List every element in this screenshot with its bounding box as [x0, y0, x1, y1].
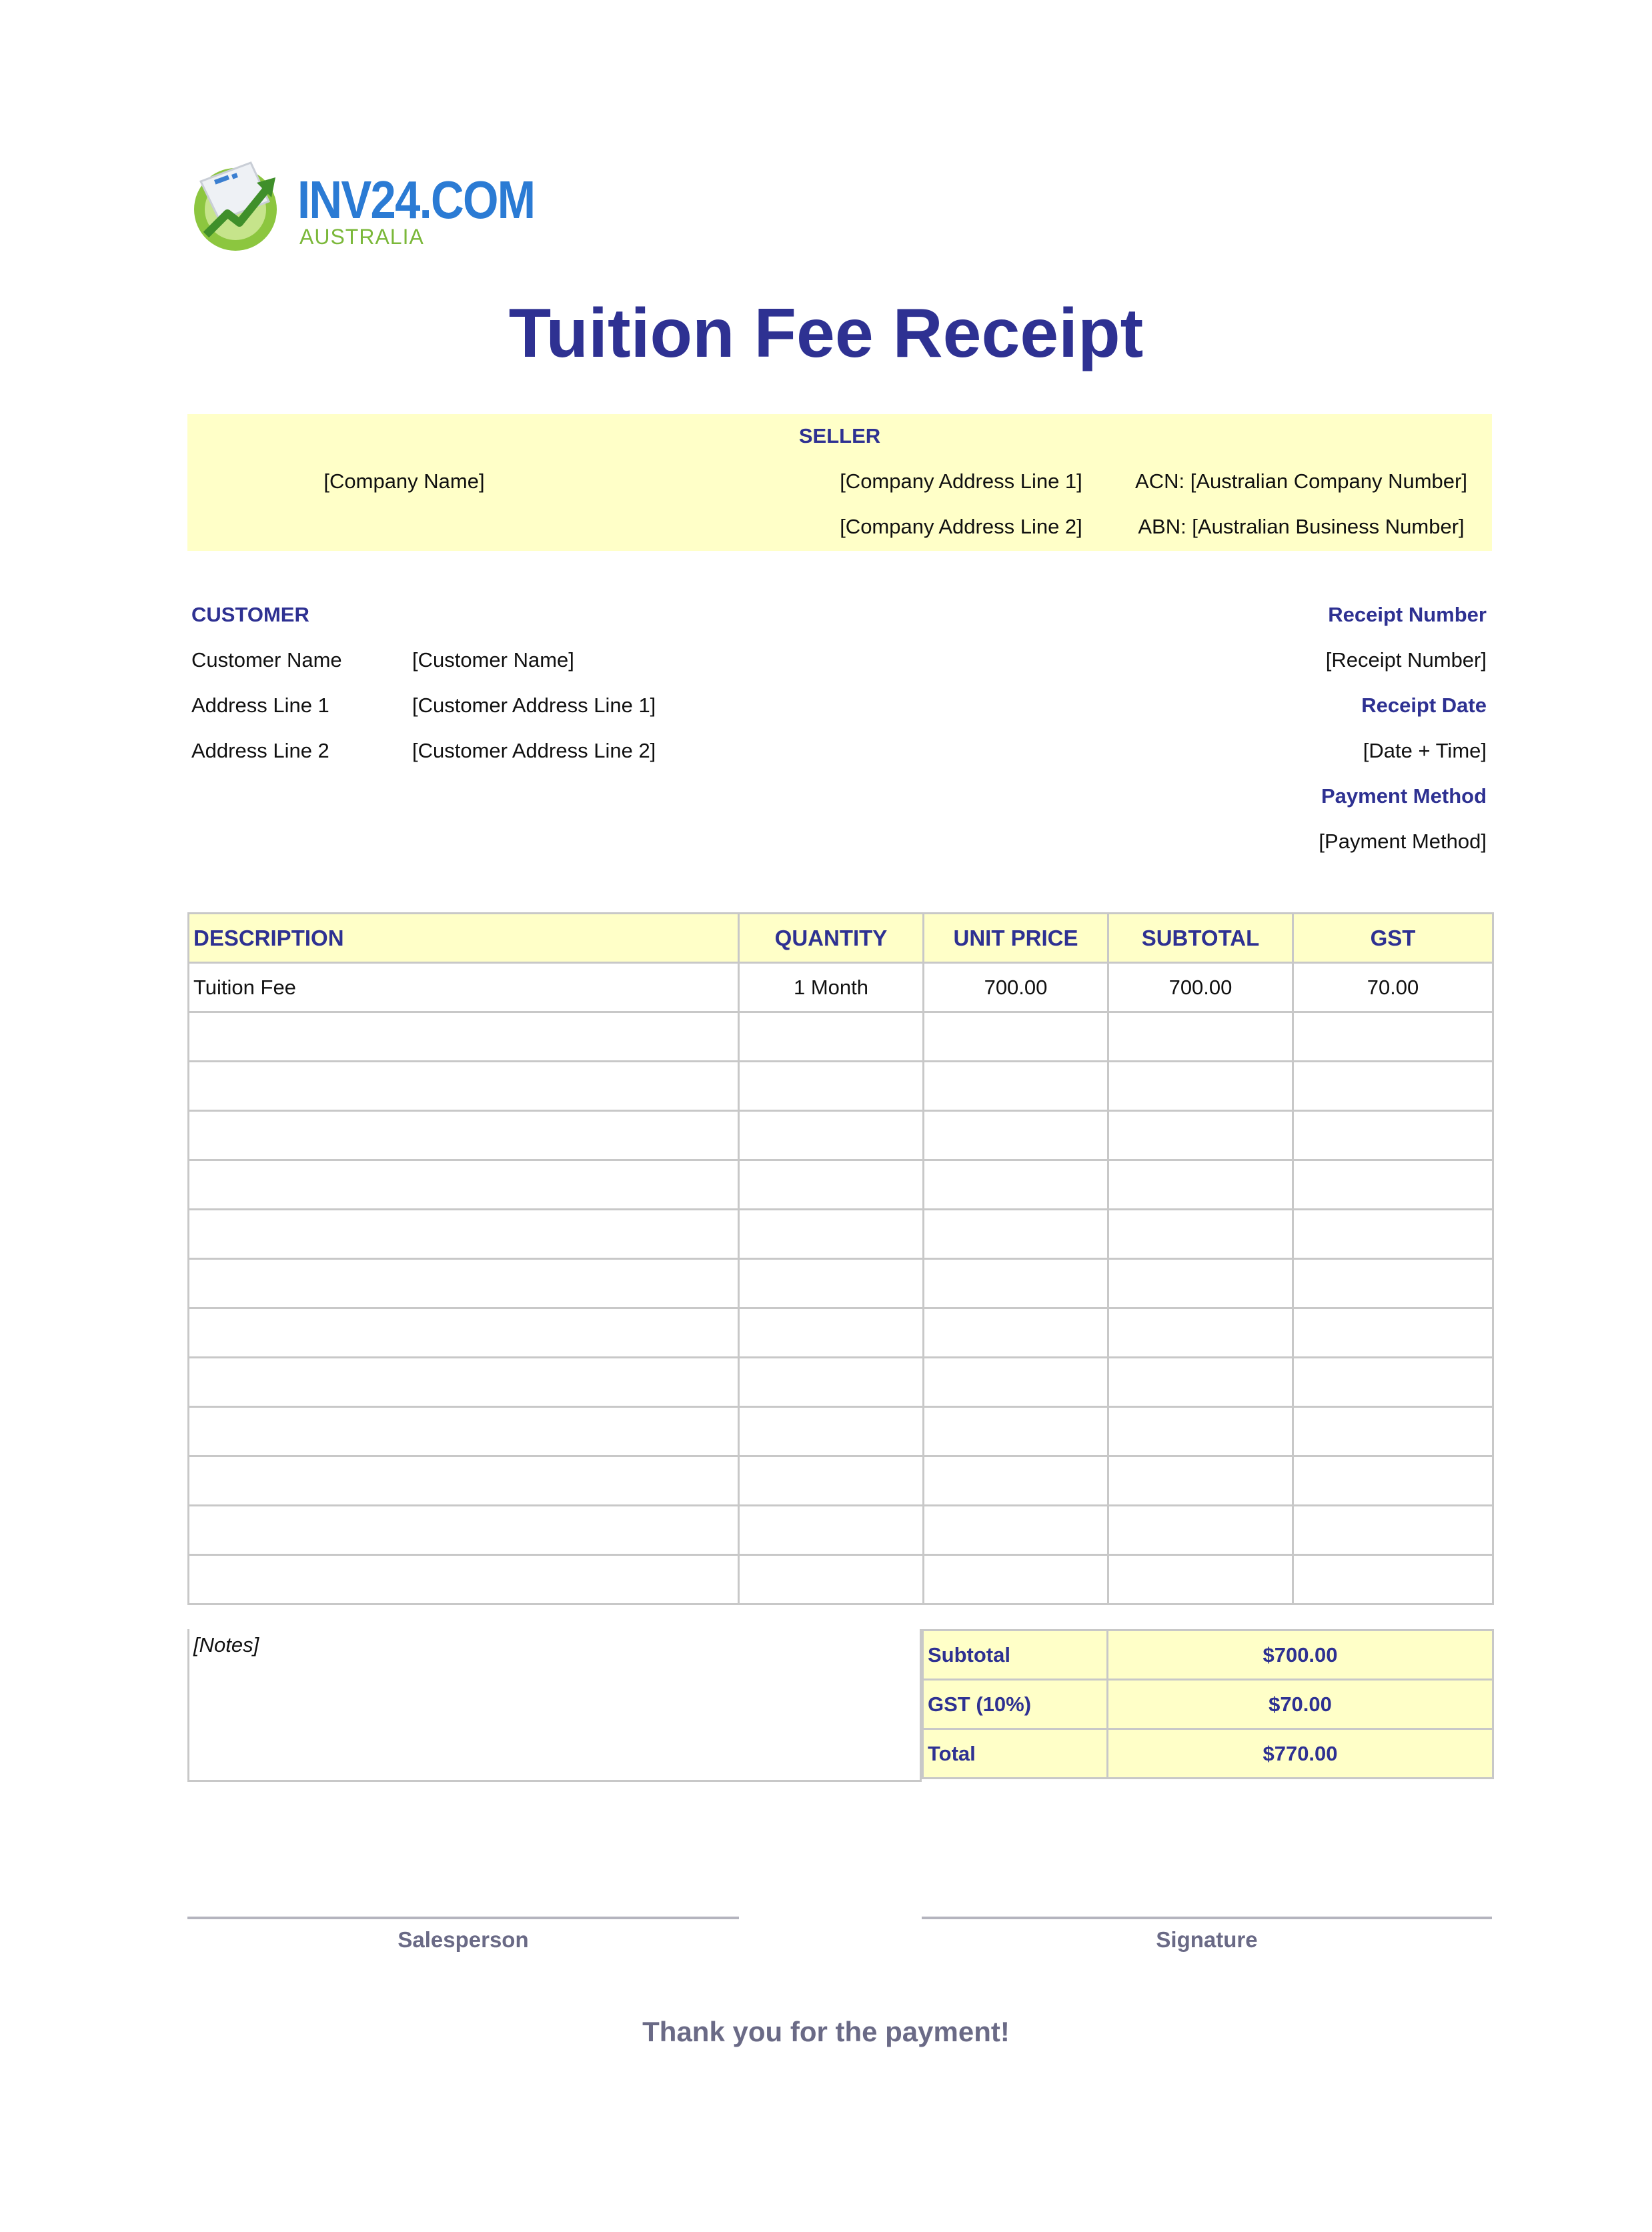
item-description: [189, 1160, 739, 1210]
table-row: [189, 1456, 1493, 1506]
receipt-number-label: Receipt Number: [1328, 603, 1487, 626]
total-value: $770.00: [1108, 1729, 1493, 1779]
column-header-subtotal: SUBTOTAL: [1108, 914, 1293, 963]
item-gst: [1293, 1062, 1493, 1111]
item-description: [189, 1308, 739, 1358]
item-quantity: [739, 1160, 924, 1210]
customer-name-label: Customer Name: [191, 648, 342, 672]
total-label: Total: [923, 1729, 1108, 1779]
item-subtotal: [1108, 1012, 1293, 1062]
item-subtotal: [1108, 1555, 1293, 1604]
customer-address-1-value: [Customer Address Line 1]: [412, 694, 656, 717]
item-quantity: 1 Month: [739, 963, 924, 1012]
item-description: Tuition Fee: [189, 963, 739, 1012]
column-header-unit-price: UNIT PRICE: [924, 914, 1108, 963]
item-unit-price: [924, 1012, 1108, 1062]
item-gst: [1293, 1308, 1493, 1358]
thank-you-message: Thank you for the payment!: [642, 2016, 1010, 2047]
column-header-gst: GST: [1293, 914, 1493, 963]
item-unit-price: [924, 1358, 1108, 1407]
item-subtotal: [1108, 1506, 1293, 1555]
column-header-quantity: QUANTITY: [739, 914, 924, 963]
item-gst: [1293, 1111, 1493, 1160]
item-unit-price: 700.00: [924, 963, 1108, 1012]
item-description: [189, 1111, 739, 1160]
item-description: [189, 1506, 739, 1555]
receipt-date-label: Receipt Date: [1361, 694, 1487, 717]
subtotal-label: Subtotal: [923, 1630, 1108, 1680]
item-quantity: [739, 1210, 924, 1259]
item-quantity: [739, 1259, 924, 1308]
totals-table: [922, 1629, 1494, 1779]
item-quantity: [739, 1062, 924, 1111]
seller-acn: ACN: [Australian Company Number]: [1135, 469, 1467, 493]
table-row: [189, 963, 1493, 1012]
subtotal-value: $700.00: [1108, 1630, 1493, 1680]
item-unit-price: [924, 1062, 1108, 1111]
item-unit-price: [924, 1210, 1108, 1259]
table-row: [189, 1111, 1493, 1160]
item-unit-price: [924, 1407, 1108, 1456]
item-description: [189, 1555, 739, 1604]
item-quantity: [739, 1308, 924, 1358]
seller-heading: SELLER: [798, 424, 881, 447]
item-subtotal: [1108, 1160, 1293, 1210]
item-subtotal: [1108, 1456, 1293, 1506]
item-subtotal: [1108, 1358, 1293, 1407]
item-description: [189, 1062, 739, 1111]
gst-row: [923, 1680, 1493, 1729]
customer-name-value: [Customer Name]: [412, 648, 574, 672]
table-row: [189, 1358, 1493, 1407]
item-unit-price: [924, 1160, 1108, 1210]
item-description: [189, 1358, 739, 1407]
item-description: [189, 1210, 739, 1259]
column-header-description: DESCRIPTION: [189, 914, 739, 963]
item-gst: 70.00: [1293, 963, 1493, 1012]
seller-company-name: [Company Name]: [323, 469, 485, 493]
table-row: [189, 1308, 1493, 1358]
company-logo: [187, 155, 535, 255]
item-gst: [1293, 1259, 1493, 1308]
receipt-number-value: [Receipt Number]: [1325, 648, 1487, 672]
item-subtotal: [1108, 1259, 1293, 1308]
item-quantity: [739, 1555, 924, 1604]
item-gst: [1293, 1555, 1493, 1604]
item-unit-price: [924, 1259, 1108, 1308]
salesperson-label: Salesperson: [397, 1927, 529, 1952]
item-subtotal: [1108, 1062, 1293, 1111]
item-description: [189, 1407, 739, 1456]
item-quantity: [739, 1456, 924, 1506]
subtotal-row: [923, 1630, 1493, 1680]
customer-address-2-label: Address Line 2: [191, 739, 329, 762]
item-gst: [1293, 1407, 1493, 1456]
item-description: [189, 1259, 739, 1308]
gst-label: GST (10%): [923, 1680, 1108, 1729]
salesperson-line: [187, 1917, 739, 1919]
item-subtotal: [1108, 1111, 1293, 1160]
item-subtotal: [1108, 1308, 1293, 1358]
item-unit-price: [924, 1308, 1108, 1358]
item-gst: [1293, 1506, 1493, 1555]
customer-section: [187, 602, 788, 775]
item-subtotal: 700.00: [1108, 963, 1293, 1012]
total-row: [923, 1729, 1493, 1779]
seller-address-line-1: [Company Address Line 1]: [840, 469, 1082, 493]
items-table: [187, 912, 1494, 1605]
item-description: [189, 1456, 739, 1506]
item-unit-price: [924, 1111, 1108, 1160]
item-description: [189, 1012, 739, 1062]
seller-abn: ABN: [Australian Business Number]: [1138, 515, 1465, 538]
seller-section: [187, 414, 1492, 551]
table-row: [189, 1210, 1493, 1259]
item-gst: [1293, 1456, 1493, 1506]
payment-method-label: Payment Method: [1321, 784, 1487, 808]
customer-address-1-label: Address Line 1: [191, 694, 329, 717]
logo-region-text: AUSTRALIA: [299, 225, 424, 249]
table-row: [189, 1407, 1493, 1456]
seller-address-line-2: [Company Address Line 2]: [840, 515, 1082, 538]
notes-text: [Notes]: [193, 1633, 259, 1656]
item-quantity: [739, 1111, 924, 1160]
signature-label: Signature: [1156, 1927, 1258, 1952]
payment-method-value: [Payment Method]: [1319, 830, 1487, 853]
item-subtotal: [1108, 1210, 1293, 1259]
item-quantity: [739, 1506, 924, 1555]
table-row: [189, 1160, 1493, 1210]
gst-value: $70.00: [1108, 1680, 1493, 1729]
item-gst: [1293, 1210, 1493, 1259]
table-row: [189, 1506, 1493, 1555]
page-title: Tuition Fee Receipt: [508, 295, 1144, 372]
logo-brand-text: INV24.COM: [297, 170, 535, 229]
item-gst: [1293, 1160, 1493, 1210]
item-gst: [1293, 1012, 1493, 1062]
item-quantity: [739, 1012, 924, 1062]
item-unit-price: [924, 1555, 1108, 1604]
logo-emblem-icon: [187, 155, 287, 255]
receipt-meta: [1092, 602, 1487, 868]
table-row: [189, 1062, 1493, 1111]
item-quantity: [739, 1358, 924, 1407]
customer-address-2-value: [Customer Address Line 2]: [412, 739, 656, 762]
table-row: [189, 1555, 1493, 1604]
customer-heading: CUSTOMER: [191, 603, 309, 626]
item-subtotal: [1108, 1407, 1293, 1456]
item-unit-price: [924, 1456, 1108, 1506]
item-gst: [1293, 1358, 1493, 1407]
item-quantity: [739, 1407, 924, 1456]
table-row: [189, 1012, 1493, 1062]
receipt-date-value: [Date + Time]: [1363, 739, 1487, 762]
notes-box: [187, 1629, 922, 1782]
table-row: [189, 1259, 1493, 1308]
item-unit-price: [924, 1506, 1108, 1555]
signature-line: [922, 1917, 1492, 1919]
items-header-row: [189, 914, 1493, 963]
